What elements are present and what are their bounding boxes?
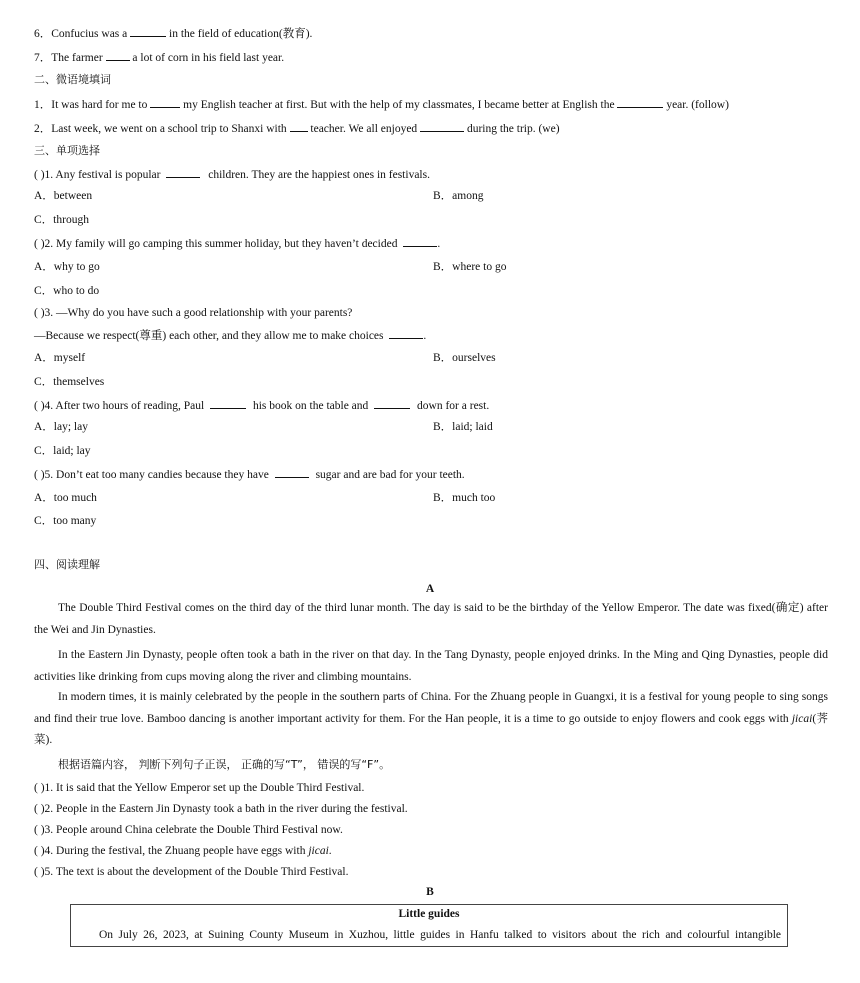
mc-option-a: A．too much (34, 492, 97, 504)
answer-blank (389, 328, 423, 339)
answer-blank (403, 236, 437, 247)
passage-b-box (70, 904, 788, 947)
paragraph-text: (荠菜). (34, 712, 828, 746)
question-text: year. (follow) (663, 99, 729, 111)
answer-blank (290, 121, 308, 132)
question-text: children. They are the happiest ones in festivals. (205, 169, 430, 181)
question-text: sugar and are bad for your teeth. (312, 469, 465, 481)
mc-question-2-stem (34, 236, 440, 251)
section-heading-3: 三、单项选择 (34, 144, 100, 157)
passage-b-title: Little guides (398, 908, 460, 920)
tf-question-1: ( )1. It is said that the Yellow Emperor set up the Double Third Festival. (34, 782, 365, 794)
tf-question-3: ( )3. People around China celebrate the Double Third Festival now. (34, 824, 343, 836)
question-text: 7．The farmer (34, 52, 106, 64)
instruction-text: 根据语篇内容， 判断下列句子正误， 正确的写“T”， 错误的写“F”。 (58, 758, 391, 771)
fill-in-question-6 (34, 26, 312, 41)
mc-option-b: B．much too (433, 492, 496, 504)
question-text: ( )2. My family will go camping this summer holiday, but they haven’t decided (34, 238, 401, 250)
answer-blank (106, 50, 130, 61)
mc-option-b: B．ourselves (433, 352, 496, 364)
tf-question-5: ( )5. The text is about the development of the Double Third Festival. (34, 866, 349, 878)
question-text: ( )4. During the festival, the Zhuang people have eggs with (34, 845, 309, 857)
paragraph-text: The Double Third Festival comes on the third day of the third lunar month. The day is said to be the birthday of the Yellow Emperor. The date was fixed(确定) after the Wei and Jin Dynasties. (34, 602, 828, 636)
question-text: . (437, 238, 441, 250)
mc-option-b: B．among (433, 190, 484, 202)
question-text: in the field of education(教育). (166, 28, 313, 40)
mc-question-3-stem-line2 (34, 328, 426, 343)
question-text: . (328, 845, 332, 857)
answer-blank (275, 467, 309, 478)
section-heading-4: 四、阅读理解 (34, 558, 100, 571)
question-text: teacher. We all enjoyed (307, 123, 421, 135)
question-text: down for a rest. (414, 400, 490, 412)
question-text: 2．Last week, we went on a school trip to Shanxi with (34, 123, 290, 135)
question-text: ( )1. Any festival is popular (34, 169, 164, 181)
answer-blank (166, 167, 200, 178)
mc-option-a: A．myself (34, 352, 86, 364)
passage-label-a: A (425, 583, 435, 595)
context-question-2 (34, 121, 560, 136)
mc-option-c: C．through (34, 214, 89, 226)
mc-option-a: A．lay; lay (34, 421, 88, 433)
mc-question-1-stem (34, 167, 430, 182)
question-text: my English teacher at first. But with the help of my classmates, I became better at English the (180, 99, 618, 111)
mc-option-b: B．laid; laid (433, 421, 493, 433)
mc-option-c: C．who to do (34, 285, 100, 297)
tf-question-4 (34, 844, 332, 858)
mc-question-3-stem: ( )3. —Why do you have such a good relationship with your parents? (34, 307, 353, 319)
mc-option-c: C．too many (34, 515, 97, 527)
answer-blank (617, 97, 663, 108)
passage-a-paragraph-3 (34, 687, 828, 752)
answer-blank (420, 121, 464, 132)
question-text: during the trip. (we) (464, 123, 560, 135)
mc-option-a: A．between (34, 190, 93, 202)
mc-option-c: C．laid; lay (34, 445, 91, 457)
answer-blank (130, 26, 166, 37)
tf-question-2: ( )2. People in the Eastern Jin Dynasty took a bath in the river during the festival. (34, 803, 408, 815)
mc-option-a: A．why to go (34, 261, 100, 273)
mc-option-c: C．themselves (34, 376, 105, 388)
question-text: 6．Confucius was a (34, 28, 131, 40)
italic-term: jicai (791, 712, 813, 725)
paragraph-text: In the Eastern Jin Dynasty, people often took a bath in the river on that day. In the Tang Dynasty, people enjoyed drinks. In the Ming and Qing Dynasties, people did activities like drinking from cups moving along the river and climbing mountains. (34, 649, 828, 683)
paragraph-text: In modern times, it is mainly celebrated by the people in the southern parts of China. For the Zhuang people in Guangxi, it is a festival for young people to sing songs and find their true love. Bamboo dancing is another important activity for them. For the Han people, it is a time to go outside to enjoy flowers and cook eggs with (34, 691, 828, 725)
answer-blank (374, 398, 410, 409)
answer-blank (210, 398, 246, 409)
question-text: 1．It was hard for me to (34, 99, 151, 111)
passage-label-b: B (426, 886, 434, 898)
question-text: —Because we respect(尊重) each other, and they allow me to make choices (34, 330, 387, 342)
mc-question-5-stem (34, 467, 465, 482)
mc-question-4-stem (34, 398, 489, 413)
fill-in-question-7 (34, 50, 284, 65)
mc-option-b: B．where to go (433, 261, 507, 273)
answer-blank (150, 97, 180, 108)
passage-b-text: On July 26, 2023, at Suining County Museum in Xuzhou, little guides in Hanfu talked to visitors about the rich and colourful intangible (99, 929, 781, 941)
question-text: a lot of corn in his field last year. (129, 52, 285, 64)
question-text: ( )5. Don’t eat too many candies because they have (34, 469, 272, 481)
section-heading-2: 二、微语境填词 (34, 73, 111, 86)
passage-a-paragraph-2 (34, 645, 828, 688)
question-text: . (423, 330, 427, 342)
context-question-1 (34, 97, 729, 112)
question-text: ( )4. After two hours of reading, Paul (34, 400, 208, 412)
italic-term: jicai (308, 845, 329, 857)
passage-a-paragraph-1 (34, 598, 828, 641)
question-text: his book on the table and (250, 400, 372, 412)
